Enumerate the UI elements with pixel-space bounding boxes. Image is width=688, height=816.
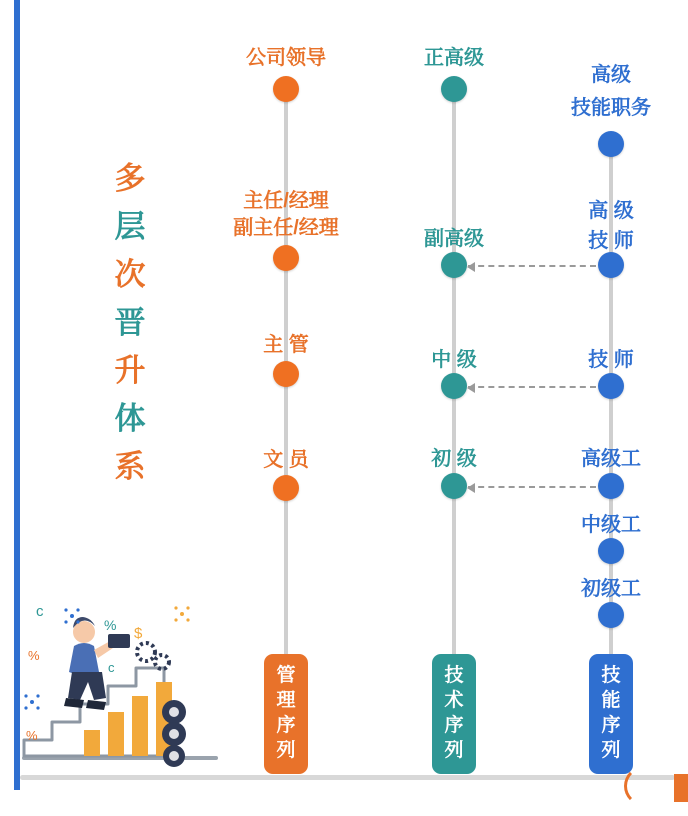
- tech-node-4[interactable]: [441, 473, 467, 499]
- badge-skill-char-3: 序: [601, 715, 621, 736]
- mgmt-label-2b: 副主任/经理: [233, 217, 339, 239]
- badge-skill-char-1: 技: [601, 665, 621, 686]
- bottom-baseline: [20, 775, 675, 780]
- column-management: [201, 0, 371, 816]
- badge-mgmt-char-2: 理: [276, 690, 296, 711]
- svg-text:%: %: [104, 617, 117, 633]
- mgmt-label-2a: 主任/经理: [243, 190, 329, 212]
- tech-label-3: 中 级: [431, 349, 477, 371]
- skill-node-3[interactable]: [598, 373, 624, 399]
- mgmt-label-3: 主 管: [263, 334, 309, 356]
- badge-mgmt-char-4: 列: [276, 740, 296, 761]
- badge-skill-char-4: 列: [601, 740, 621, 761]
- badge-tech-char-2: 术: [444, 690, 464, 711]
- arrow-senior-worker-to-junior: [468, 486, 596, 488]
- skill-node-6[interactable]: [598, 602, 624, 628]
- tech-label-1: 正高级: [424, 47, 484, 69]
- mgmt-node-4[interactable]: [273, 475, 299, 501]
- svg-text:%: %: [26, 728, 38, 743]
- badge-skill[interactable]: [589, 654, 633, 774]
- skill-label-5: 中级工: [581, 514, 641, 536]
- title-char-5: 升: [114, 353, 146, 388]
- title-char-7: 系: [114, 449, 146, 484]
- skill-label-1b: 技能职务: [571, 97, 651, 119]
- mgmt-label-1: 公司领导: [246, 47, 326, 69]
- skill-node-5[interactable]: [598, 538, 624, 564]
- badge-tech-char-4: 列: [444, 740, 464, 761]
- mgmt-node-2[interactable]: [273, 245, 299, 271]
- corner-accent: [674, 774, 688, 802]
- mgmt-node-3[interactable]: [273, 361, 299, 387]
- badge-tech-char-3: 序: [444, 715, 464, 736]
- illustration-career-growth: [22, 590, 222, 780]
- skill-label-4: 高级工: [581, 448, 641, 470]
- arrow-technician-to-intermediate: [468, 386, 596, 388]
- skill-label-2a: 高 级: [588, 200, 634, 222]
- svg-text:c: c: [36, 603, 44, 620]
- badge-management[interactable]: [264, 654, 308, 774]
- mgmt-label-4: 文 员: [263, 449, 309, 471]
- skill-label-3: 技 师: [588, 349, 634, 371]
- svg-text:$: $: [134, 625, 143, 642]
- title-char-3: 次: [114, 257, 146, 292]
- title-char-1: 多: [114, 161, 146, 196]
- skill-label-6: 初级工: [581, 578, 641, 600]
- title-char-6: 体: [114, 401, 146, 436]
- badge-technical[interactable]: [432, 654, 476, 774]
- svg-text:c: c: [108, 660, 115, 675]
- tech-node-3[interactable]: [441, 373, 467, 399]
- skill-node-2[interactable]: [598, 252, 624, 278]
- tech-label-2: 副高级: [424, 228, 484, 250]
- badge-tech-char-1: 技: [444, 665, 464, 686]
- illustration-svg: [22, 590, 222, 780]
- column-skill: [526, 0, 688, 816]
- skill-node-4[interactable]: [598, 473, 624, 499]
- tech-node-1[interactable]: [441, 76, 467, 102]
- column-technical: [369, 0, 539, 816]
- tech-node-2[interactable]: [441, 252, 467, 278]
- corner-arc: [624, 766, 664, 806]
- title-char-4: 晋: [114, 305, 146, 340]
- badge-skill-char-2: 能: [601, 690, 621, 711]
- skill-label-1a: 高级: [591, 64, 631, 86]
- tech-label-4: 初 级: [431, 448, 477, 470]
- left-accent-bar: [14, 0, 20, 790]
- svg-text:%: %: [28, 648, 40, 663]
- page-title: [100, 155, 160, 491]
- badge-mgmt-char-1: 管: [276, 665, 296, 686]
- skill-node-1[interactable]: [598, 131, 624, 157]
- title-char-2: 层: [114, 209, 146, 244]
- badge-mgmt-char-3: 序: [276, 715, 296, 736]
- skill-label-2b: 技 师: [588, 230, 634, 252]
- arrow-senior-technician-to-deputy-senior: [468, 265, 596, 267]
- mgmt-node-1[interactable]: [273, 76, 299, 102]
